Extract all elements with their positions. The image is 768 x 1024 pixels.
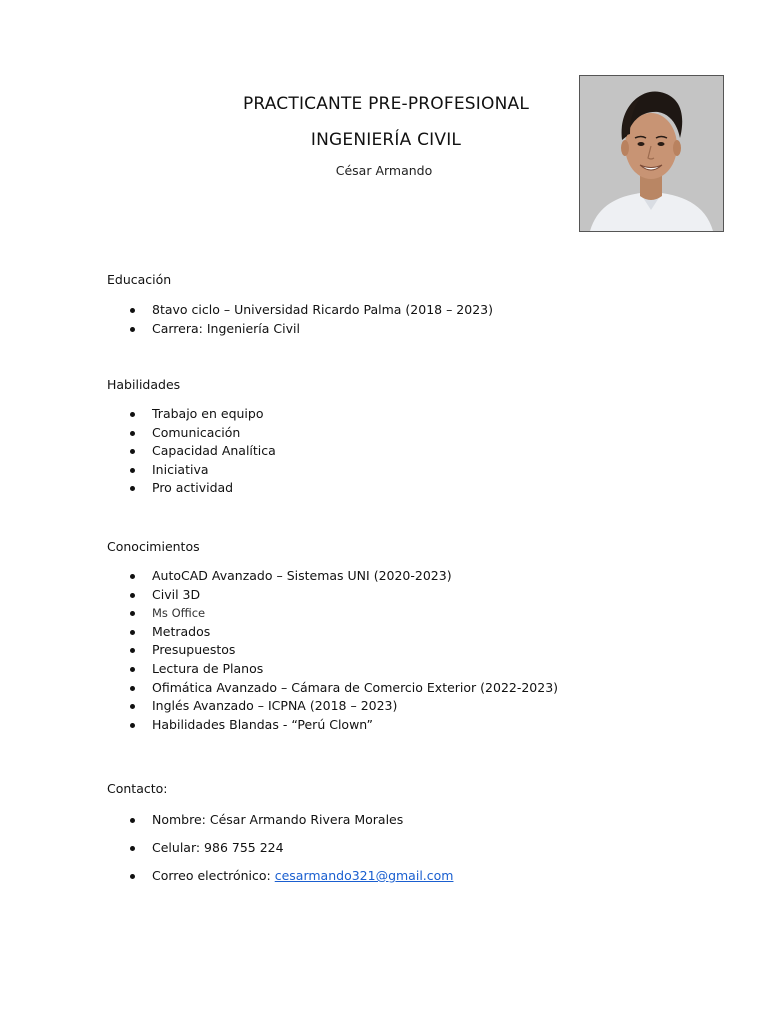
- candidate-name: César Armando: [335, 163, 433, 178]
- list-item: Habilidades Blandas - “Perú Clown”: [130, 716, 558, 735]
- contact-phone: Celular: 986 755 224: [130, 839, 453, 857]
- list-item: Inglés Avanzado – ICPNA (2018 – 2023): [130, 697, 558, 716]
- contact-email: [130, 867, 453, 885]
- knowledge-list: [130, 567, 558, 734]
- page-title: PRACTICANTE PRE-PROFESIONAL: [242, 94, 530, 114]
- list-item: 8tavo ciclo – Universidad Ricardo Palma (2018 – 2023): [130, 301, 493, 320]
- list-item: Capacidad Analítica: [130, 442, 276, 461]
- list-item: Metrados: [130, 623, 558, 642]
- education-heading: Educación: [107, 272, 172, 287]
- page-subtitle: INGENIERÍA CIVIL: [310, 130, 462, 150]
- skills-list: [130, 405, 276, 498]
- profile-photo: [579, 75, 724, 232]
- contact-name: Nombre: César Armando Rivera Morales: [130, 811, 453, 829]
- person-portrait-icon: [580, 76, 723, 231]
- email-label: Correo electrónico:: [152, 868, 275, 883]
- list-item: Pro actividad: [130, 479, 276, 498]
- knowledge-heading: Conocimientos: [107, 539, 200, 554]
- list-item: Ms Office: [130, 604, 558, 623]
- skills-heading: Habilidades: [107, 377, 181, 392]
- contact-heading: Contacto:: [107, 781, 168, 796]
- email-link[interactable]: cesarmando321@gmail.com: [274, 868, 454, 883]
- list-item: Presupuestos: [130, 641, 558, 660]
- list-item: Iniciativa: [130, 461, 276, 480]
- list-item: Trabajo en equipo: [130, 405, 276, 424]
- list-item: Lectura de Planos: [130, 660, 558, 679]
- list-item: Carrera: Ingeniería Civil: [130, 320, 493, 339]
- list-item: Civil 3D: [130, 586, 558, 605]
- list-item: Comunicación: [130, 424, 276, 443]
- contact-list: [130, 811, 453, 895]
- education-list: [130, 301, 493, 338]
- list-item: AutoCAD Avanzado – Sistemas UNI (2020-2023): [130, 567, 558, 586]
- list-item: Ofimática Avanzado – Cámara de Comercio Exterior (2022-2023): [130, 679, 558, 698]
